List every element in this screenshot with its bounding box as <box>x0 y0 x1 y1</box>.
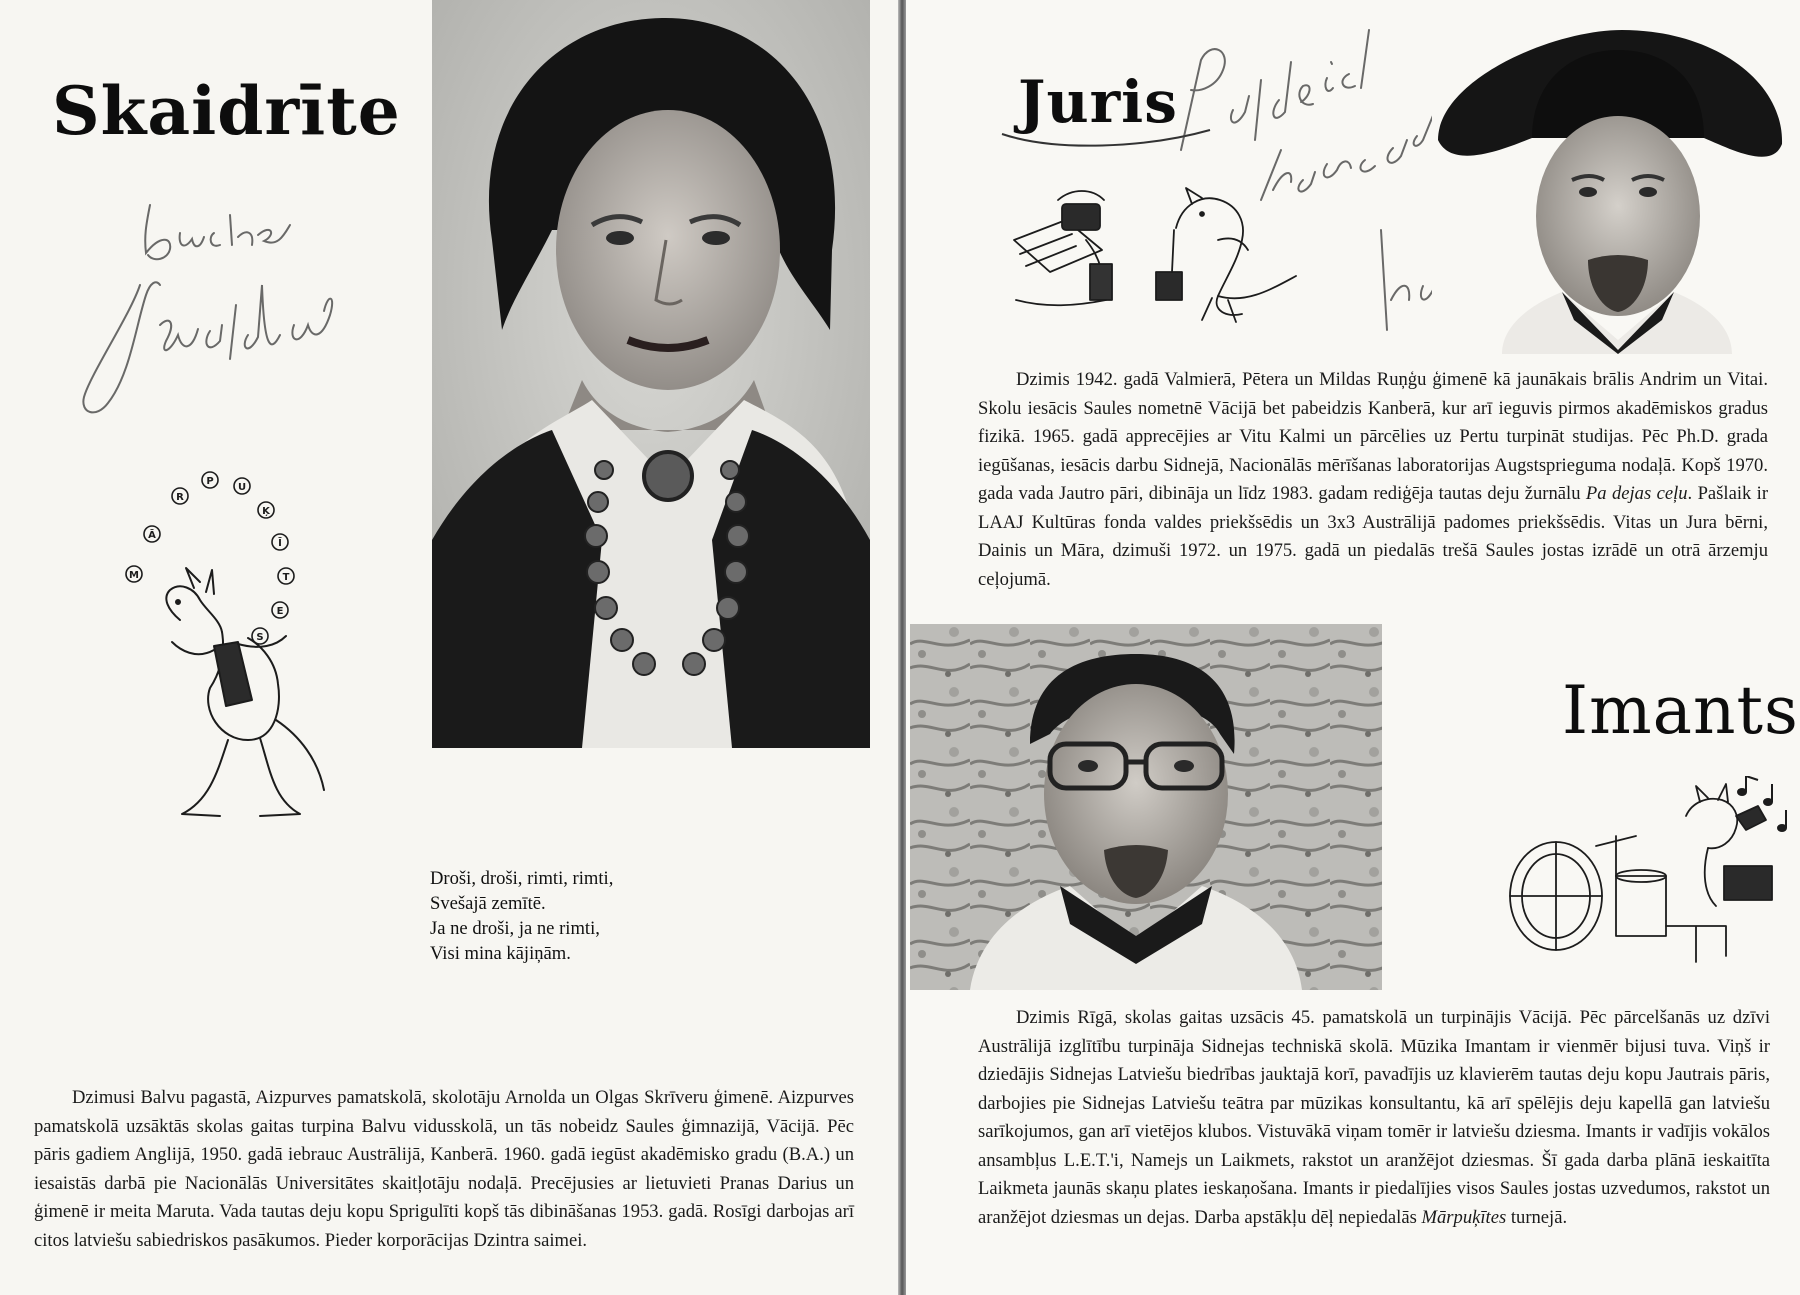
bio-imants-italic: Mārpuķītes <box>1421 1206 1507 1228</box>
portrait-photo-skaidrite <box>432 0 870 748</box>
page-gutter <box>898 0 906 1295</box>
left-page <box>0 0 898 1295</box>
heading-juris: Juris <box>1018 68 1178 136</box>
bio-skaidrite <box>34 1084 854 1255</box>
juggling-ball-label-9: E <box>276 606 284 617</box>
bio-juris-italic: Pa dejas ceļu <box>1585 483 1688 504</box>
verse-line: Svešajā zemītē. <box>430 893 546 914</box>
bio-juris-lead: Dzimis 1942. gadā Valmierā, Pētera un Mildas Ruņģu ģimenē kā jaunākais brālis Andrim un Vitai. Skolu iesācis Saules nometnē Vācijā bet pabeidzis Kanberā, kur arī ieguvis pirmos akadēmiskos gradus fizikā. 1965. gadā apprecējies ar Vitu Kalmi un pārcēlies uz Pertu turpināt studijas. Pēc Ph.D. grada iegūšanas, iesācis darbu Sidnejā, Nacionālās mērīšanas laboratorijas Augstsprieguma nodaļā. Kopš 1970. gada vada Jautro pāri, dibināja un līdz 1983. gadam rediģēja tautas deju žurnālu <box>978 369 1768 504</box>
juggling-ball-label-2: Ā <box>148 530 156 541</box>
bio-imants-text <box>978 1004 1770 1232</box>
juggling-ball-label-10: S <box>256 632 264 643</box>
portrait-photo-imants <box>910 624 1382 990</box>
bio-imants-tail: turnejā. <box>1506 1206 1568 1228</box>
bio-imants-lead: Dzimis Rīgā, skolas gaitas uzsācis 45. pamatskolā un turpinājis Vācijā. Pēc pārcelšanās uz dzīvi Austrālijā izglītību turpināja Sidnejas techniskā skolā. Mūzika Imantam ir vienmēr bijusi tuva. Viņš ir dziedājis Sidnejas Latviešu biedrības jauktajā korī, pavadījis uz klavierēm tautas deju kopu Jautrais pāris, darbojies pie Sidnejas Latviešu teātra par mūzikas konsultantu, kā arī spēlējis deju kapellā gan latviešu sarīkojumos, gan arī vietējos klubos. Vistuvākā viņam tomēr ir latviešu dziesma. Imants ir vadījis vokālos ansambļus L.E.T.'i, Namejs un Laikmets, rakstot un aranžējot dziesmas. Šī gada darba plānā ieskaitīta Laikmeta jaunās skaņu plates ieskaņošana. Imants ir piedalījies visos Saules jostas uzvedumos, rakstot un aranžējot dziesmas un dejas. Darba apstākļu dēļ nepiedalās <box>978 1007 1770 1228</box>
juggling-ball-label-6: Ķ <box>262 506 270 517</box>
juggling-ball-label-5: U <box>237 482 247 493</box>
bio-juris <box>978 366 1768 594</box>
drummer-kangaroo-sketch <box>1496 776 1796 966</box>
bio-juris-tail: . Pašlaik ir LAAJ Kultūras fonda valdes priekšsēdis un 3x3 Austrālijā padomes priekšsēdis. Vitas un Jura bērni, Dainis un Māra, dzimuši 1972. un 1975. gadā un piedalās trešā Saules jostas izrādē un otrā ārzemju ceļojumā. <box>978 483 1769 590</box>
verse <box>430 866 613 966</box>
bio-imants <box>978 1004 1770 1232</box>
telephone-kangaroo-sketch <box>1006 180 1306 330</box>
juggling-ball-label-4: P <box>206 476 214 487</box>
bio-juris-text <box>978 366 1768 594</box>
juggling-ball-label-1: M <box>129 570 139 581</box>
heading-skaidrite: Skaidrīte <box>52 72 401 150</box>
verse-line: Droši, droši, rimti, rimti, <box>430 868 614 889</box>
juggling-ball-label-7: Ī <box>278 538 282 549</box>
juggling-ball-label-8: T <box>282 572 290 583</box>
verse-line: Visi mina kājiņām. <box>430 943 571 964</box>
bio-skaidrite-text: Dzimusi Balvu pagastā, Aizpurves pamatskolā, skolotāju Arnolda un Olgas Skrīveru ģimenē. Aizpurves pamatskolā uzsāktās skolas gaitas turpina Balvu vidusskolā, un tās nobeidz Saules ģimnazijā, Vācijā. Pēc pāris gadiem Anglijā, 1950. gadā iebrauc Austrālijā, Kanberā. 1960. gadā iegūst akadēmisko gradu (B.A.) un iesaistās darbā pie Nacionālās Universitātes skaitļotāju nodaļā. Precējusies ar lietuvieti Pranas Darius un ģimenē ir meita Maruta. Vada tautas deju kopu Sprigulīti kopš tās dibināšanas 1953. gadā. Rosīgi darbojas arī citos latviešu sabiedriskos pasākumos. Pieder korporācijas Dzintra saimei. <box>34 1087 854 1251</box>
right-page <box>906 0 1800 1295</box>
portrait-photo-juris <box>1432 20 1788 354</box>
juggling-kangaroo-sketch <box>110 470 330 850</box>
verse-line: Ja ne droši, ja ne rimti, <box>430 918 600 939</box>
heading-imants: Imants <box>1562 672 1799 749</box>
juggling-ball-label-3: R <box>176 492 184 503</box>
skaidrite-autograph <box>50 175 380 435</box>
